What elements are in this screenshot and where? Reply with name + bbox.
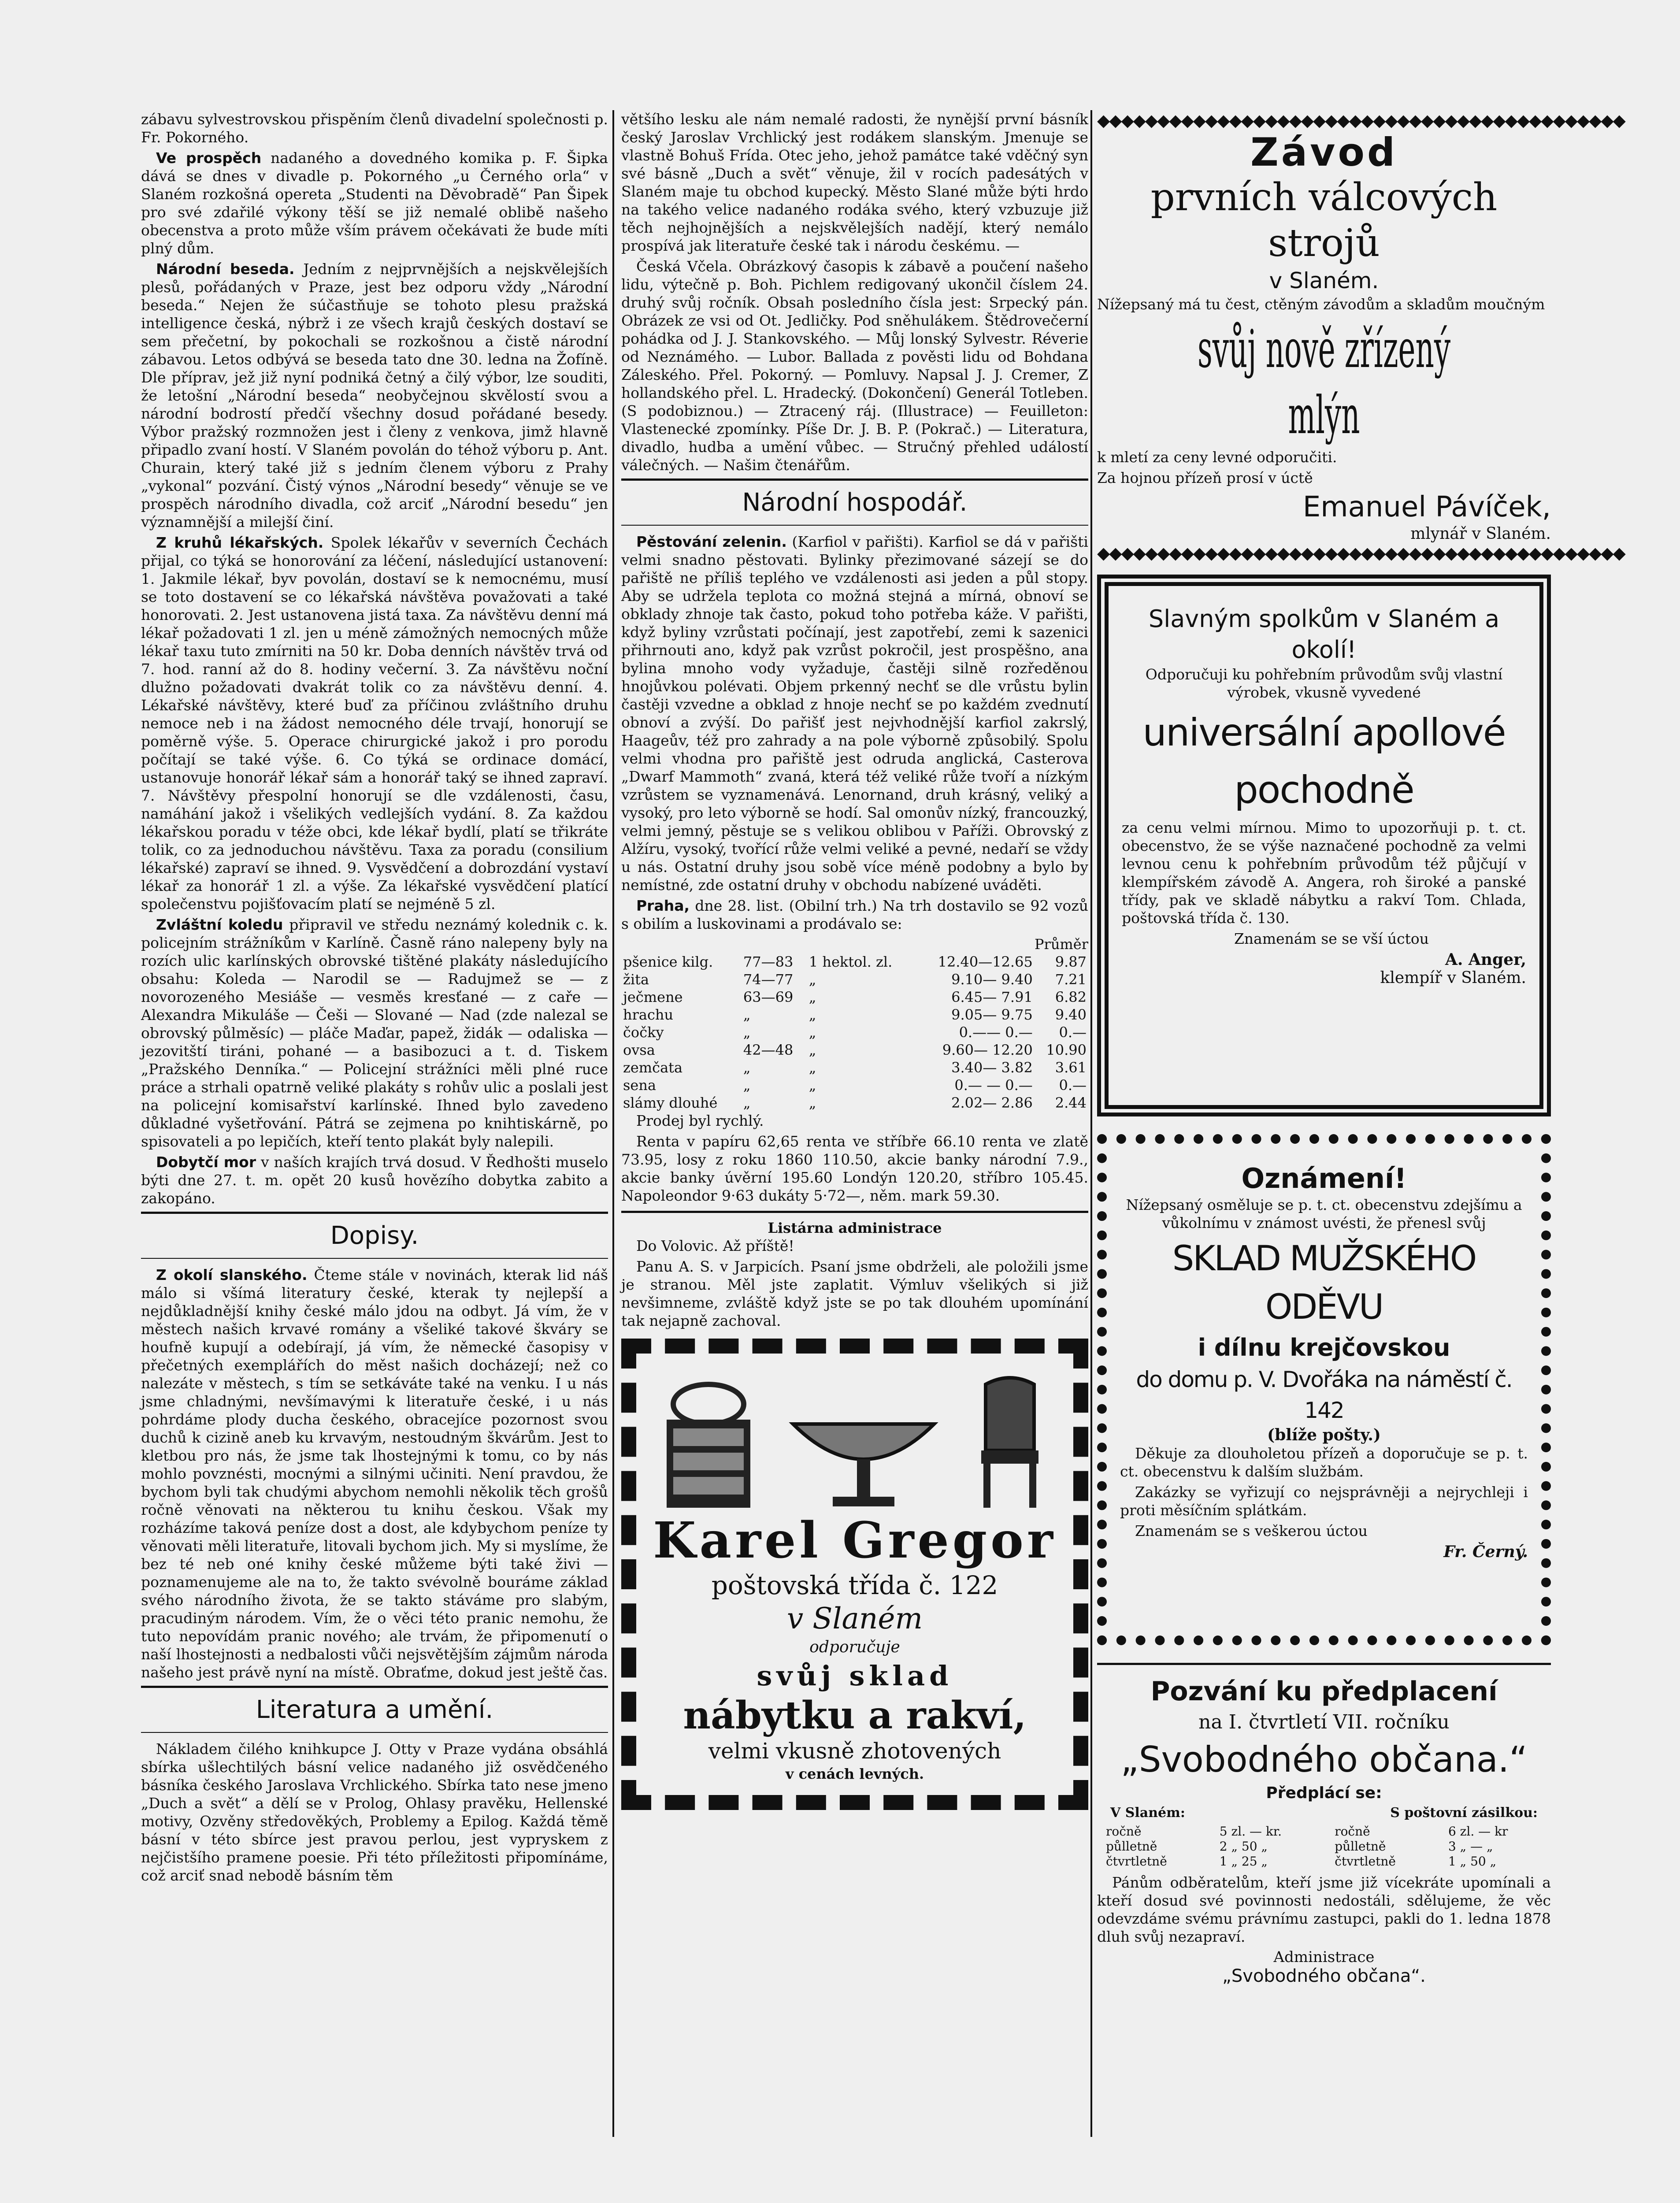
- market-rates: Renta v papíru 62,65 renta ve stříbře 66.10 renta ve zlatě 73.95, losy z roku 1860 110.50, akcie banky národní 7.9., akcie banky úvěrní 195.60 Londýn 120.20, stříbro 105.45. Napoleondor 9·63 dukáty 5·72—, něm. mark 59.30.: [621, 1133, 1088, 1204]
- article-lead: Zvláštní koledu: [156, 916, 283, 933]
- section-title-hospodar: Národní hospodář.: [621, 478, 1088, 526]
- article-lead: Z okolí slanského.: [156, 1266, 308, 1283]
- ad-text: Nížepsaný osměluje se p. t. ct. obecenstvu zdejšímu a vůkolnímu v známost uvésti, že přenesl svůj: [1126, 1196, 1522, 1231]
- ad-text: velmi vkusně zhotovených: [708, 1738, 1001, 1764]
- price-row: [621, 1094, 1088, 1112]
- ad-signature: Fr. Černý.: [1443, 1543, 1528, 1561]
- subscription-cell: čtvrtletně: [1106, 1854, 1167, 1869]
- article-lead: Ve prospěch: [156, 149, 262, 167]
- article-lekar: [141, 534, 608, 913]
- price-cell: slámy dlouhé: [623, 1094, 718, 1111]
- subscription-row: [1097, 1824, 1551, 1839]
- article-lead: Národní beseda.: [156, 260, 295, 278]
- subscription-row: [1097, 1854, 1551, 1869]
- ornament-border: ◆◆◆◆◆◆◆◆◆◆◆◆◆◆◆◆◆◆◆◆◆◆◆◆◆◆◆◆◆◆◆◆◆◆◆◆◆◆◆◆◆◆◆◆: [1097, 543, 1625, 563]
- price-cell: „: [808, 1042, 816, 1058]
- article-intro: zábavu sylvestrovskou přispěním členů divadelní společnosti p. Fr. Pokorného.: [141, 111, 608, 146]
- notice-text: Pánům odběratelům, kteří jsme již vícekráte upomínali a kteří dosud své povinnosti nedostáli, sdělujeme, že věc odevzdáme svému právnímu zastupci, pakli do 1. ledna 1878 dluh svůj nezapraví.: [1097, 1874, 1551, 1945]
- price-cell: „: [808, 971, 816, 988]
- article-pestovani: [621, 533, 1088, 894]
- price-cell: 6.82: [1055, 989, 1087, 1005]
- article-text: v naších krajích trvá dosud. V Ředhošti muselo býti dne 27. t. m. opět 20 kusů hovězího dobytka zabito a zakopáno.: [141, 1153, 608, 1207]
- ornament-border: ◆◆◆◆◆◆◆◆◆◆◆◆◆◆◆◆◆◆◆◆◆◆◆◆◆◆◆◆◆◆◆◆◆◆◆◆◆◆◆◆◆◆◆◆: [1097, 111, 1625, 130]
- listarna-title: Listárna administrace: [768, 1220, 942, 1236]
- article-text: Jedním z nejprvnějších a nejskvělejších plesů, pořádaných v Praze, jest bez odporu vždy „Národní beseda.“ Nejen že súčastňuje se tohoto plesu pražská intelligence česká, nýbrž i ze všech krajů českých dostaví se sem přečetní, by pokochali se rozkošnou a čistě národní zábavou. Letos odbývá se beseda tato dne 30. ledna na Žofíně. Dle příprav, jež již nyní podniká četný a čilý výbor, lze souditi, že letošní „Národní beseda“ neobyčejnou skvělostí svou a národní bodrostí předčí všechny dosud pořádané besedy. Výbor pražský rozmnožen jest i členy z venkova, jimž hlavně připadlo zvaní hostí. V Slaném povolán do téhož výboru p. Ant. Churain, který také již s jedním členem výboru z Prahy „vykonal“ pozvání. Čistý výnos „Národní besedy“ věnuje se ve prospěch národního divadla, což arciť „Národní besedu“ jen významnější a milejší činí.: [141, 260, 608, 530]
- column-right: [1097, 110, 1625, 2119]
- ad-headline: universální apollové pochodně: [1142, 711, 1506, 812]
- article-literatura: Nákladem čilého knihkupce J. Otty v Praze vydána obsáhlá sbírka ušlechtilých básní velice nadaného již osvědčeného básníka českého Jaroslava Vrchlického. Sbírka tato nese jmeno „Duch a svět“ a dělí se v Prolog, Ohlasy pravěku, Hellenské motivy, Ozvěny středověkých, Problemy a Epilog. Každá těmě básní v této sbírce jest pravou perlou, jest vypryskem z nejčistšího pramene poesie. Při této příležitosti připomínáme, což arciť snad nebodě básním těm: [141, 1740, 608, 1884]
- price-cell: „: [743, 1077, 751, 1094]
- advertiser-name: Karel Gregor: [653, 1512, 1057, 1569]
- price-header: S poštovní zásilkou:: [1390, 1805, 1538, 1821]
- price-cell: 9.10— 9.40: [951, 971, 1033, 988]
- subscription-cell: ročně: [1106, 1824, 1142, 1839]
- price-row: [621, 1076, 1088, 1094]
- price-cell: zemčata: [623, 1059, 683, 1076]
- price-row: [621, 988, 1088, 1006]
- ad-text: svůj sklad: [757, 1660, 953, 1692]
- price-header: V Slaném:: [1110, 1805, 1185, 1821]
- ad-subheadline: i dílnu krejčovskou: [1198, 1334, 1450, 1361]
- notice-subtitle: na I. čtvrtletí VII. ročníku: [1198, 1711, 1450, 1733]
- article-text: (Karfiol v pařišti). Karfiol se dá v pařišti velmi snadno pěstovati. Bylinky přezimované sázejí se do pařiště ne příliš teplého ve vzdálenosti asi jeden a půl stopy. Aby se udržela teplota co možná stejná a mírná, obnoví se obklady zhnoje tak často, pokud toho potřeba káže. V pařišti, když byliny vzrůstati počínají, jest zapotřebí, zemi k sazenici přihrnouti ano, když pak vzrůst pokročil, jest prospěšno, ana bylina mnoho vody vyžaduje, častěji silně rozředěnou hnojůvkou polévati. Objem prkenný nechť se dle vrůstu bylin častěji vzvedne a obklad z hnoje nechť se po každém zvednutí obnoví a zvýší. Do pařišť jest nejvhodnější karfiol zakrslý, Haageův, též pro zahrady a na pole výborně způsobilý. Spolu velmi vhodna pro pařiště jest odruda anglická, Casterova „Dwarf Mammoth“ zvaná, která též veliké růže tvoří a nízkým vzrůstem se vyznamenává. Lenornand, druh krásný, veliký a vysoký, pro leto výborně se hodí. Sal omonův nízký, francouzký, velmi jemný, pěstuje se s velikou oblibou v Paříži. Obrovský z Alžíru, vysoký, tvořící růže velmi veliké a pevné, nedaří se vždy u nás. Ostatní druhy jsou sobě více méně podobny a bylo by nemístné, zde ostatní druhy v obchodu nabízené uváděti.: [621, 533, 1088, 894]
- ad-signature-role: mlynář v Slaném.: [1410, 525, 1551, 543]
- chair-icon: [968, 1376, 1052, 1512]
- subscription-row: [1097, 1839, 1551, 1854]
- article-text: Čteme stále v novinách, kterak lid náš málo si všímá literatury české, kterak ty nejlepší a nejdůkladnější knihy české málo jdou na odbyt. Já vím, že v městech našich krvavé romány a všeliké takové škváry se houfně kupují a odebírají, já vím, že německé časopisy v přečetných exemplářích do měst našich docházejí; než co nalezáte v městech, s tím se setkáváte také na venku. I u nás jsme chladnými, nevšímavými k literatuře české, i u nás pohrdáme plody ducha českého, obracejíce pozornost svou duchů k cizině aneb ku krvavým, nestoudným škvárům. Jest to kletbou pro nás, že jsme tak lhostejnými k tomu, co by nás mohlo povznésti, mocnými a silnými učiniti. Není pravdou, že bychom byli tak chudými abychom nemohli několik těch grošů ročně věnovati na některou tu knihu českou. Však my rozházíme taková peníze dost a dost, ale kdybychom peníze ty věnovati měli literatuře, litovali bychom jich. My si myslíme, že bez té neb oné knihy české můžeme býti také živi — poznamenujeme ale na to, že takto svévolně bouráme základ svého národního života, že se takto stáváme pro slabým, pracudiným národem. Vím, že o věci této pranic nemohu, že tuto nepovídám pranic nového; ale trvám, že připomenutí o naší lhostejnosti a nedbalosti vůči nejsvětějším zájmům národa našeho jest právě nyní na místě. Obraťme, dokud jest ještě čas.: [141, 1266, 608, 1681]
- article-ceska-vcela: Česká Včela. Obrázkový časopis k zábavě a poučení našeho lidu, výtečně p. Boh. Pichlem redigovaný ukončil číslem 24. druhý svůj ročník. Obsah posledního čísla jest: Srpecký pán. Obrázek ze vsi od Ot. Jedličky. Pod sněhulákem. Štědrovečerní pohádka od J. J. Stankovského. — Můj lonský Sylvestr. Réverie od Neznámého. — Lubor. Ballada z pověsti lidu od Bohdana Záleského. Přel. Pokorný. — Pomluvy. Napsal J. J. Cremer, Z hollandského přel. L. Hradecký. (Dokončení) Generál Totleben. (S podobiznou.) — Ztracený ráj. (Illustrace) — Feuilleton: Vlastenecké zpomínky. Píše Dr. J. B. P. (Pokrač.) — Literatura, divadlo, hudba a umění vůbec. — Stručný přehled událostí válečných. — Našim čtenářům.: [621, 258, 1088, 474]
- article-text: Spolek lékařův v severních Čechách přijal, co týká se honorování za léčení, následující ustanovení: 1. Jakmile lékař, byv povolán, dostaví se k nemocnému, musí se toto dostavení se co lékařská návštěva považovati a také honorovati. 2. Jest ustanovena jistá taxa. Za návštěvu denní má lékař požadovati 1 zl. jen u méně zámožných nemocných může lékař taxu tuto zmírniti na 50 kr. Doba denních návštěv trvá od 7. hod. ranní až do 8. hodiny večerní. 3. Za návštěvu noční dlužno požadovati dvakrát tolik co za návštěvu denní. 4. Lékařské návštěvy, které buď za příčinou zvláštního druhu nemoce neb i na žádost nemocného déle trvají, honorují se poměrně výše. 5. Operace chirurgické jakož i pro porodu počítají se také výše. 6. Co týká se ordinace domácí, ustanovuje honorář lékař sám a honorář taký se ihned zapraví. 7. Návštěvy přespolní honorují se dle vzdálenosti, času, namáhání jakož i všelikých vedlejších vydání. 8. Za každou lékařskou poradu v téže obci, kde lékař bydlí, platí se třikráte tolik, co za jednoduchou návštěvu. Taxa za poradu (consilium lékařské) zapraví se ihned. 9. Vysvědčení a dobrozdání vystaví lékař za honorář 1 zl. a výše. Za lékařské vysvědčení platící společenstvu pojišťovacím platí se nejméně 5 zl.: [141, 534, 608, 912]
- price-cell: pšenice kilg.: [623, 953, 713, 970]
- price-cell: sena: [623, 1077, 656, 1094]
- ad-text: Zakázky se vyřizují co nejsprávněji a nejrychleji i proti měsíčním splátkám.: [1120, 1484, 1528, 1519]
- ad-anger: [1097, 575, 1551, 1116]
- ad-headline: nábytku a rakví,: [683, 1693, 1027, 1738]
- price-cell: 3.61: [1055, 1059, 1087, 1076]
- price-row: [621, 1059, 1088, 1076]
- price-cell: 6.45— 7.91: [951, 989, 1033, 1005]
- ad-text: Nížepsaný má tu čest, ctěným závodům a skladům moučným: [1097, 296, 1545, 313]
- column-rule: [1090, 110, 1092, 2137]
- price-cell: 42—48: [743, 1042, 794, 1058]
- article-mor: [141, 1153, 608, 1207]
- notice-signature: Administrace: [1273, 1948, 1375, 1966]
- price-cell: 7.21: [1055, 971, 1087, 988]
- furniture-illustration: [645, 1367, 1064, 1512]
- subscription-cell: 2 „ 50 „: [1219, 1839, 1268, 1854]
- article-continued: většího lesku ale nám nemalé radosti, že nynější první básník český Jaroslav Vrchlický jest rodákem slanským. Jmenuje se vlastně Bohuš Frída. Otec jeho, jehož památce také vděčný syn své básně „Duch a svět“ věnuje, žil v rocích padesátých v Slaném maje tu obchod kupecký. Město Slané může býti hrdo na takého velice nadaného rodáka svého, který vzbuzuje již těch nejhojnějších a nejskvělejších nadějí, který nemálo prospívá jak literatuře české tak i národu českému. —: [621, 111, 1088, 254]
- article-text: nadaného a dovedného komika p. F. Šipka dává se dnes v divadle p. Pokorného „u Černého orla“ v Slaném rozkošná opereta „Studenti na Děvobradě“ Pan Šipek pro své zdařilé výkony těší se již nemalé oblibě našeho obecenstva a proto může vším právem očekávati že bude míti plný dům.: [141, 149, 608, 257]
- price-cell: 9.05— 9.75: [951, 1006, 1033, 1023]
- price-header: Průměr: [1034, 936, 1088, 953]
- advertiser-town: v Slaném: [786, 1602, 923, 1636]
- price-cell: 2.44: [1055, 1094, 1087, 1111]
- subscription-table: [1097, 1824, 1551, 1869]
- ad-headline: svůj nově zřízený mlýn: [1197, 319, 1451, 445]
- bowl-icon: [784, 1406, 943, 1512]
- price-cell: „: [808, 1059, 816, 1076]
- price-cell: „: [743, 1094, 751, 1111]
- ad-signature-role: klempíř v Slaném.: [1380, 969, 1526, 987]
- ad-town: v Slaném.: [1269, 268, 1379, 293]
- article-lead: Z kruhů lékařských.: [156, 534, 324, 551]
- notice-title: Pozvání ku předplacení: [1150, 1676, 1498, 1707]
- price-cell: ječmene: [623, 989, 683, 1005]
- price-cell: „: [743, 1059, 751, 1076]
- divider: [621, 1211, 1088, 1213]
- ad-text: Děkuje za dlouholetou přízeň a doporučuje se p. t. ct. obecenstvu k dalším službám.: [1120, 1445, 1528, 1480]
- price-cell: 12.40—12.65: [938, 953, 1033, 970]
- price-cell: 0.— — 0.—: [954, 1077, 1033, 1094]
- subscription-cell: půlletně: [1106, 1839, 1157, 1854]
- market-note: Prodej byl rychlý.: [636, 1112, 764, 1129]
- listarna-item: Do Volovic. Až příště!: [636, 1237, 794, 1254]
- column-middle: [621, 110, 1088, 2119]
- price-row: [621, 1041, 1088, 1059]
- price-cell: 10.90: [1046, 1042, 1087, 1058]
- price-table: [621, 953, 1088, 1112]
- price-cell: 0.—: [1059, 1077, 1087, 1094]
- price-cell: 2.02— 2.86: [951, 1094, 1033, 1111]
- ad-text: Znamenám se s veškerou úctou: [1135, 1522, 1368, 1539]
- article-koleda: [141, 916, 608, 1150]
- price-cell: „: [808, 1094, 816, 1111]
- price-row: [621, 971, 1088, 988]
- price-headers: [1097, 1802, 1551, 1824]
- section-title-dopisy: Dopisy.: [141, 1212, 608, 1259]
- price-cell: 74—77: [743, 971, 794, 988]
- article-lead: Praha,: [636, 897, 690, 914]
- column-left: [141, 110, 608, 2119]
- price-cell: 77—83: [743, 953, 794, 970]
- price-row: [621, 1006, 1088, 1024]
- notice-label: Předplácí se:: [1266, 1784, 1382, 1802]
- notice-signature: „Svobodného občana“.: [1222, 1966, 1426, 1986]
- price-cell: 1 hektol. zl.: [808, 953, 893, 970]
- ad-signature: A. Anger,: [1445, 950, 1526, 969]
- ad-text: za cenu velmi mírnou. Mimo to upozorňuji p. t. ct. obecenstvo, že se výše naznačené pochodně za velmi levnou cenu k pohřebním průvodům též půjčují v klempířském závodě A. Angera, roh široké a panské třídy, pak ve skladě nábytku a rakví Tom. Chlada, poštovská třída č. 130.: [1122, 819, 1526, 927]
- price-cell: 9.60— 12.20: [942, 1042, 1033, 1058]
- article-prospech: [141, 149, 608, 257]
- ad-zavod: [1097, 130, 1551, 543]
- article-beseda: [141, 260, 608, 531]
- price-cell: „: [808, 989, 816, 1005]
- ad-cerny: [1097, 1134, 1551, 1645]
- subscription-cell: půlletně: [1335, 1839, 1386, 1854]
- ad-headline: Závod: [1250, 130, 1398, 175]
- ad-address: do domu p. V. Dvořáka na náměstí č. 142: [1136, 1367, 1512, 1423]
- ad-headline: Oznámení!: [1241, 1162, 1407, 1194]
- advertiser-address: poštovská třída č. 122: [711, 1570, 998, 1600]
- ad-headline: Slavným spolkům v Slaném a okolí!: [1148, 605, 1500, 664]
- newspaper-name: „Svobodného občana.“: [1120, 1739, 1528, 1780]
- ad-text: Odporučuji ku pohřebním průvodům svůj vlastní výrobek, vkusně vyvedené: [1145, 666, 1503, 701]
- section-title-literatura: Literatura a umění.: [141, 1686, 608, 1733]
- listarna-item: Panu A. S. v Jarpicích. Psaní jsme obdrželi, ale položili jsme je stranou. Měl jste zaplatit. Výmluv všelikých si již nevšimneme, zvláště když jste se po tak dlouhém upomínání tak nejapně zachoval.: [621, 1258, 1088, 1329]
- price-cell: „: [808, 1024, 816, 1041]
- column-rule: [612, 110, 614, 2137]
- subscription-cell: 1 „ 50 „: [1448, 1854, 1497, 1869]
- price-cell: „: [808, 1077, 816, 1094]
- price-cell: čočky: [623, 1024, 664, 1041]
- ad-text: (blíže pošty.): [1267, 1426, 1381, 1444]
- ad-headline: SKLAD MUŽSKÉHO ODĚVU: [1172, 1239, 1476, 1327]
- price-cell: 9.40: [1055, 1006, 1087, 1023]
- price-cell: hrachu: [623, 1006, 674, 1023]
- price-cell: „: [808, 1006, 816, 1023]
- price-cell: 9.87: [1055, 953, 1087, 970]
- price-cell: 0.—— 0.—: [959, 1024, 1033, 1041]
- price-cell: 3.40— 3.82: [951, 1059, 1033, 1076]
- price-cell: ovsa: [623, 1042, 655, 1058]
- article-lead: Pěstování zelenin.: [636, 533, 787, 550]
- article-lead: Dobytčí mor: [156, 1153, 256, 1171]
- subscription-cell: 3 „ — „: [1448, 1839, 1493, 1854]
- ad-text: v cenách levných.: [785, 1765, 924, 1782]
- price-cell: „: [743, 1024, 751, 1041]
- subscription-cell: 1 „ 25 „: [1219, 1854, 1268, 1869]
- article-text: dne 28. list. (Obilní trh.) Na trh dostavilo se 92 vozů s obilím a luskovinami a prodávalo se:: [621, 897, 1088, 932]
- subscription-cell: 5 zl. — kr.: [1219, 1824, 1282, 1839]
- ad-text: k mletí za ceny levné odporučiti.: [1097, 449, 1337, 466]
- dresser-icon: [658, 1380, 759, 1512]
- ad-text: Znamenám se se vší úctou: [1234, 930, 1429, 947]
- subscription-cell: čtvrtletně: [1335, 1854, 1396, 1869]
- price-cell: 63—69: [743, 989, 794, 1005]
- price-cell: 0.—: [1059, 1024, 1087, 1041]
- subscription-notice: [1097, 1663, 1551, 1986]
- ad-subheadline: prvních válcových strojů: [1150, 175, 1498, 265]
- ad-signature: Emanuel Pávíček,: [1302, 491, 1551, 523]
- ad-text: odporučuje: [809, 1638, 900, 1656]
- article-text: připravil ve středu neznámý kolednik c. k. policejním strážníkům v Karlíně. Časně ráno nalepeny byly na rozích ulic karlínských obrovské tištěné plakáty následujícího obsahu: Koleda — Narodil se — Radujmež se — z novorozeného Mesiáše — vesměs kresťané — z caře — Alexandra Mikuláše — Češi — Slované — Nad (zde nalezal se obrovský půlměsíc) — pláče Maďar, papež, židák — odaliska — jezovitští tiráni, pohané — a basibozuci a t. d. Tiskem „Pražského Denníka.“ — Policejní strážníci měli plné ruce práce a strhali opatrně veliké plakáty s rohův ulic a poslali jest na policejní komisařství karlínské. Ihned bylo zavedeno důkladné vyšetřování. Pátrá se zejmena po knihtiskárně, po spisovateli a po lepičích, kteří tento plakát byly nalepili.: [141, 916, 608, 1150]
- ad-gregor: [621, 1339, 1088, 1810]
- article-okoli: [141, 1266, 608, 1681]
- price-row: [621, 1024, 1088, 1041]
- price-cell: žita: [623, 971, 649, 988]
- price-cell: „: [743, 1006, 751, 1023]
- price-row: [621, 953, 1088, 971]
- subscription-cell: ročně: [1335, 1824, 1370, 1839]
- ad-text: Za hojnou přízeň prosí v úctě: [1097, 469, 1313, 486]
- article-praha: [621, 897, 1088, 933]
- subscription-cell: 6 zl. — kr: [1448, 1824, 1508, 1839]
